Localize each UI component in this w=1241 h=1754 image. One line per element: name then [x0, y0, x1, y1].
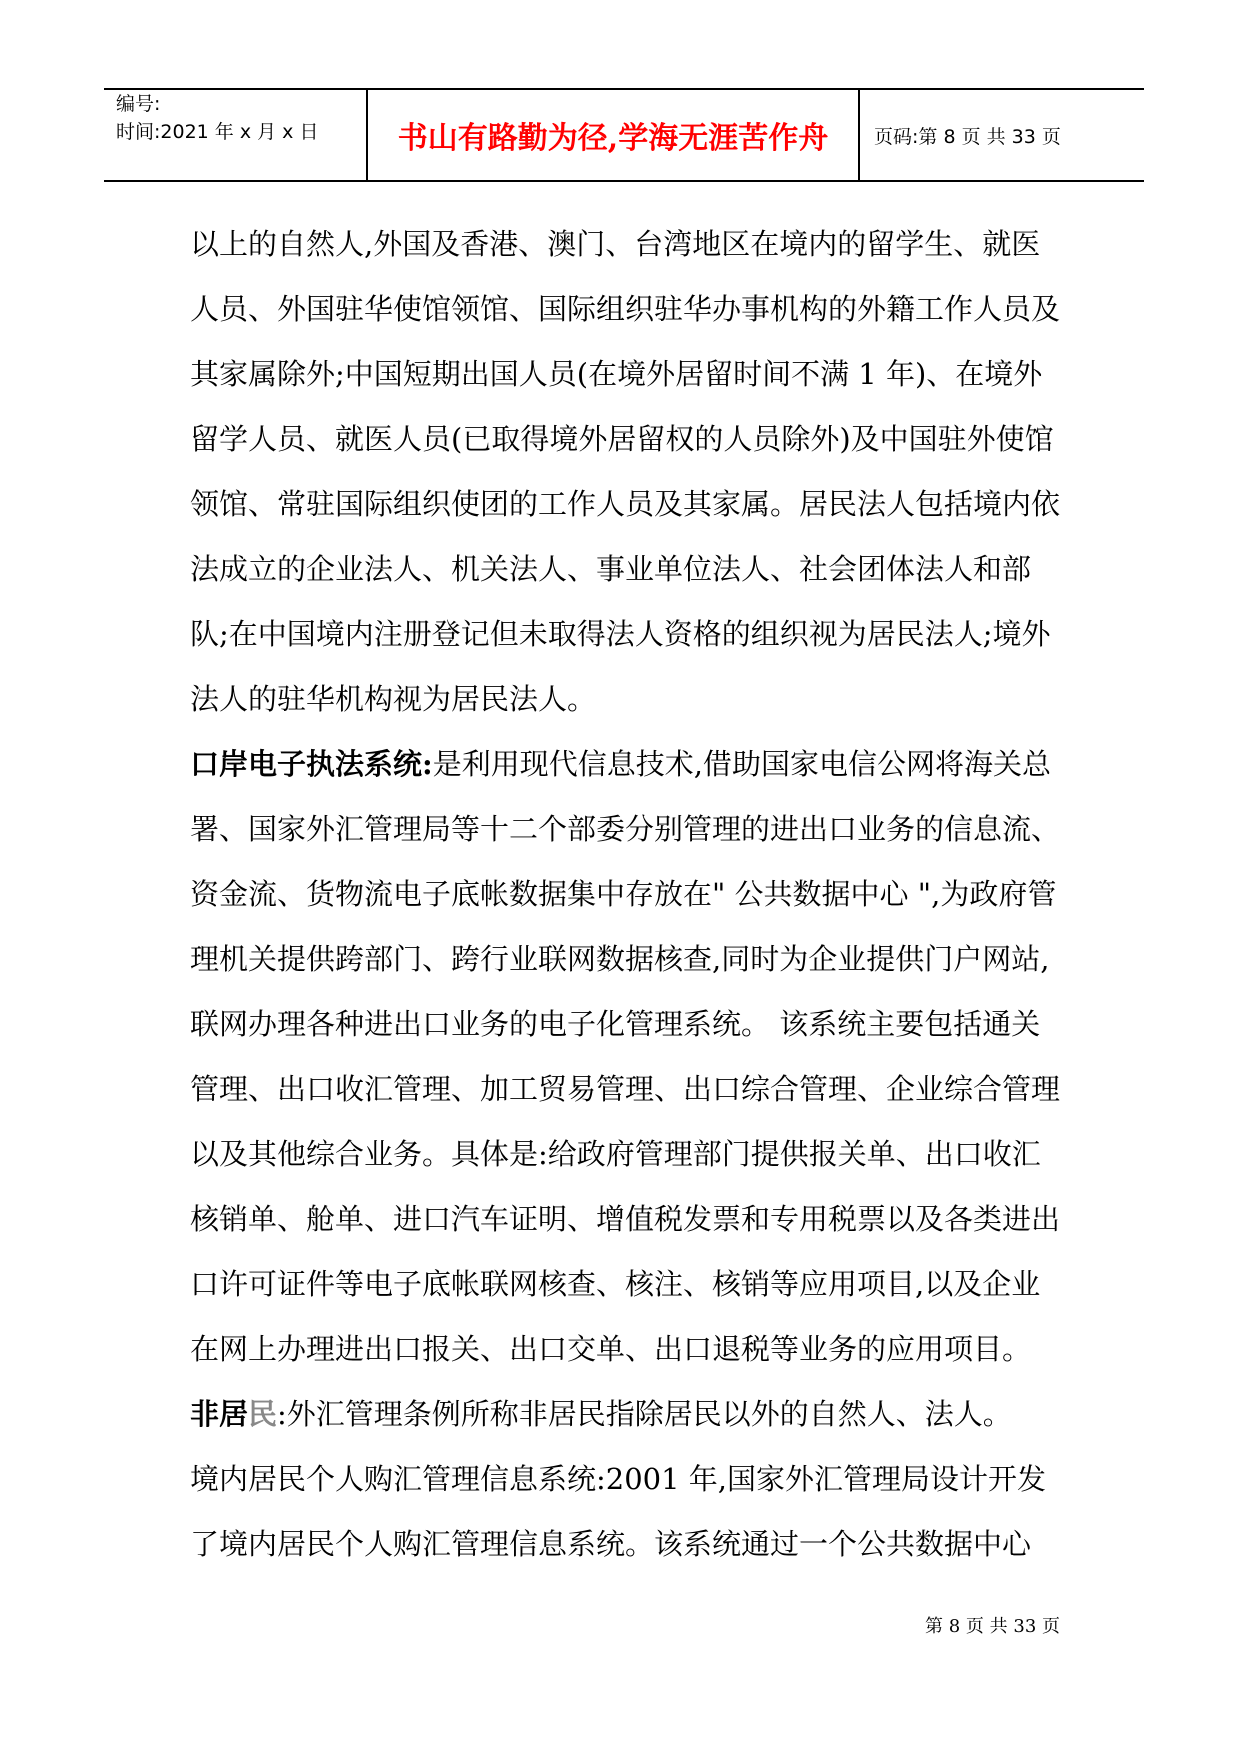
header-page-code: 页码:第 8 页 共 33 页 — [874, 125, 1061, 148]
header-divider — [858, 88, 860, 182]
port-system-definition: 是利用现代信息技术,借助国家电信公网将海关总署、国家外汇管理局等十二个部委分别管理的进出口业务的信息流、资金流、货物流电子底帐数据集中存放在" 公共数据中心 ",为政府管理机关提供跨部门、跨行业联网数据核查,同时为企业提供门户网站,联网办理各种进出口业务的电子化管理系统。 该系统主要包括通关管理、出口收汇管理、加工贸易管理、出口综合管理、企业综合管理以及其他综合业务。具体是:给政府管理部门提供报关单、出口收汇核销单、舱单、进口汽车证明、增值税发票和专用税票以及各类进出口许可证件等电子底帐联网核查、核注、核销等应用项目,以及企业在网上办理进出口报关、出口交单、出口退税等业务的应用项目。 — [190, 747, 1061, 1366]
page-footer: 第 8 页 共 33 页 — [925, 1616, 1060, 1637]
paragraph-port-system — [190, 732, 1060, 1382]
non-resident-definition: :外汇管理条例所称非居民指除居民以外的自然人、法人。 — [277, 1397, 1012, 1431]
term-port-system: 口岸电子执法系统: — [190, 747, 433, 781]
term-non-resident: 非居 — [190, 1397, 249, 1431]
paragraph-resident-definition: 以上的自然人,外国及香港、澳门、台湾地区在境内的留学生、就医人员、外国驻华使馆领馆、国际组织驻华办事机构的外籍工作人员及其家属除外;中国短期出国人员(在境外居留时间不满 1 年)、在境外留学人员、就医人员(已取得境外居留权的人员除外)及中国驻外使馆领馆、常驻国际组织使团的工作人员及其家属。居民法人包括境内依法成立的企业法人、机关法人、事业单位法人、社会团体法人和部队;在中国境内注册登记但未取得法人资格的组织视为居民法人;境外法人的驻华机构视为居民法人。 — [190, 227, 1061, 716]
term-non-resident-suffix: 民 — [248, 1397, 278, 1431]
header-meta — [116, 90, 361, 178]
time-label: 时间:2021 年 x 月 x 日 — [116, 121, 319, 143]
paragraph-purchase-system: 境内居民个人购汇管理信息系统:2001 年,国家外汇管理局设计开发了境内居民个人购汇管理信息系统。该系统通过一个公共数据中心 — [190, 1462, 1047, 1561]
document-body — [190, 212, 1060, 1577]
paragraph-non-resident — [190, 1382, 1060, 1447]
serial-label: 编号: — [116, 93, 161, 115]
page-header — [104, 88, 1144, 182]
header-motto: 书山有路勤为径,学海无涯苦作舟 — [397, 121, 829, 156]
